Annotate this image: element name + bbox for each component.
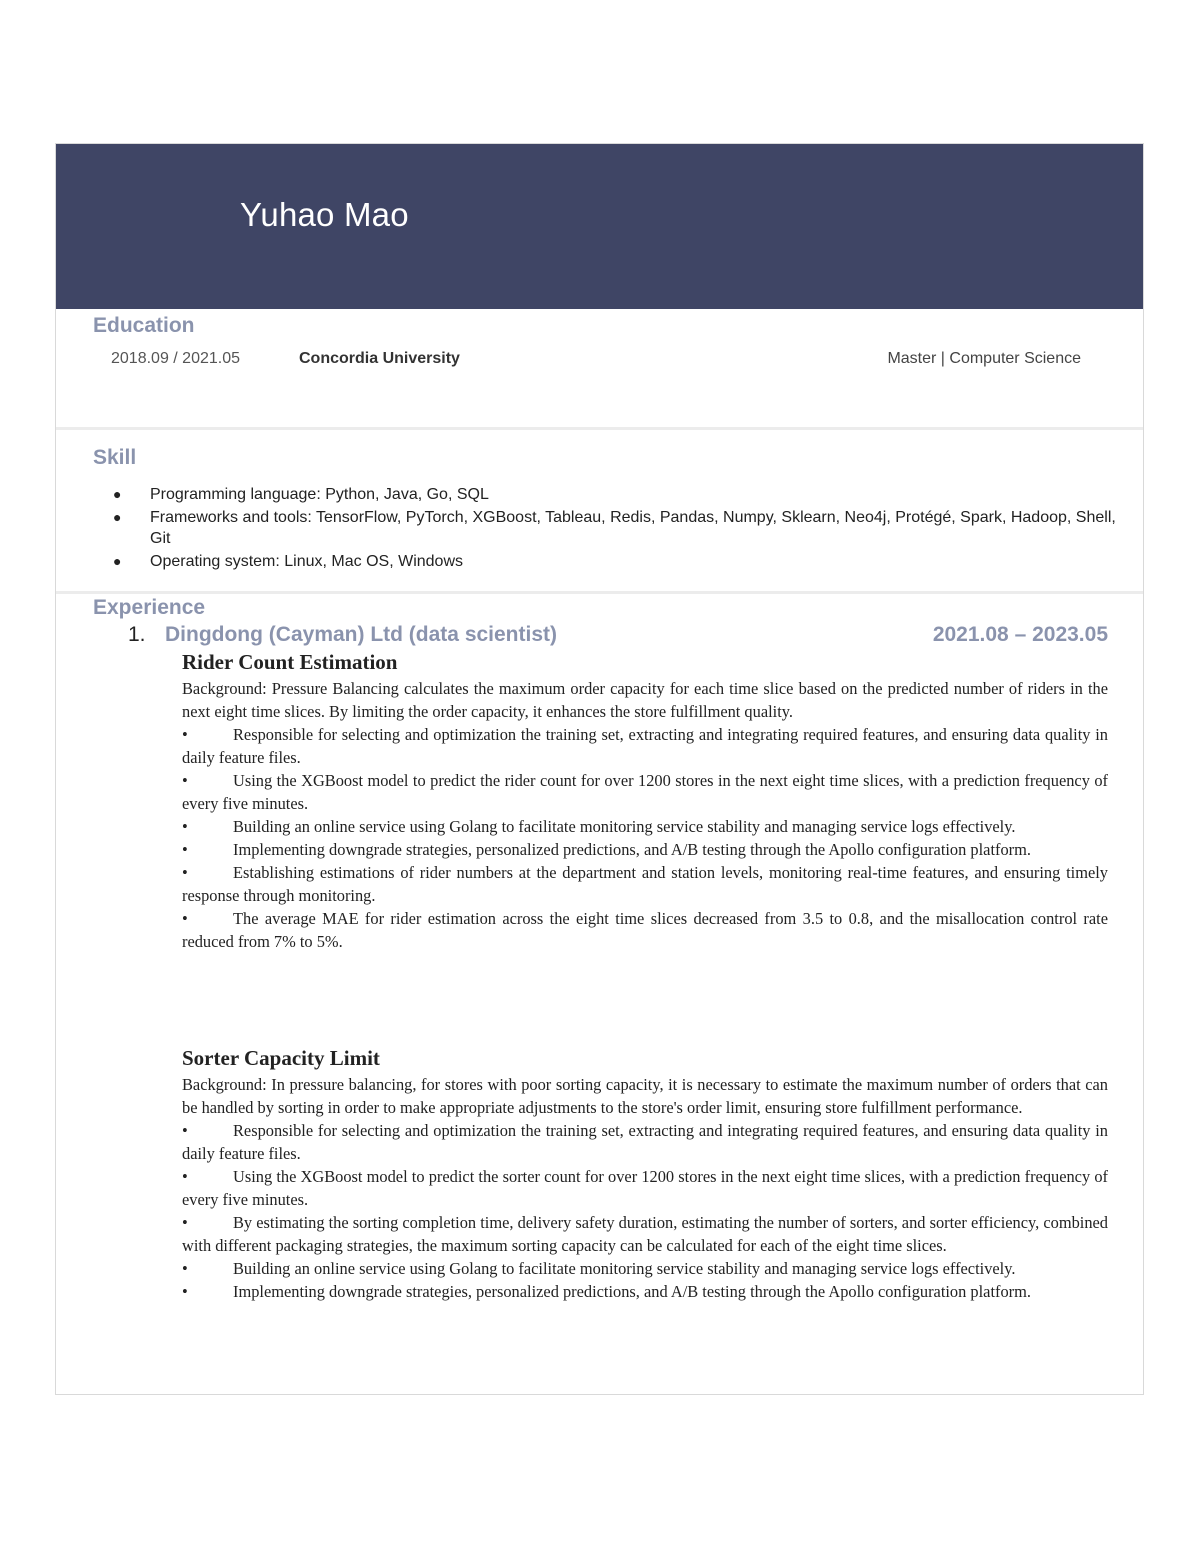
education-dates: 2018.09 / 2021.05 [111, 350, 241, 367]
bullet-icon: • [182, 771, 188, 790]
bullet-icon: • [182, 725, 188, 744]
experience-section-title: Experience [93, 596, 206, 619]
bullet-icon: ● [113, 486, 122, 502]
project-title: Rider Count Estimation [182, 650, 398, 674]
education-section-title: Education [93, 314, 195, 337]
bullet-icon: • [182, 909, 188, 928]
skill-list [113, 484, 1123, 574]
bullet-icon: • [182, 863, 188, 882]
project-background: Background: Pressure Balancing calculates the maximum order capacity for each time slice based on the predicted number of riders in the next eight time slices. By limiting the order capacity, it enhances the store fulfillment quality. [182, 679, 1108, 721]
list-item: • The average MAE for rider estimation across the eight time slices decreased from 3.5 to 0.8, and the misallocation control rate reduced from 7% to 5%. [182, 909, 1108, 951]
header-band [56, 144, 1143, 309]
list-item: • Using the XGBoost model to predict the rider count for over 1200 stores in the next eight time slices, with a prediction frequency of every five minutes. [182, 771, 1108, 813]
job-title: Dingdong (Cayman) Ltd (data scientist) [165, 623, 558, 646]
list-item: • Responsible for selecting and optimization the training set, extracting and integrating required features, and ensuring data quality in daily feature files. [182, 725, 1108, 767]
project-title: Sorter Capacity Limit [182, 1046, 380, 1070]
bullet-icon: • [182, 817, 188, 836]
project-background: Background: In pressure balancing, for stores with poor sorting capacity, it is necessary to estimate the maximum number of orders that can be handled by sorting in order to make appropriate adjustments to the store's order limit, ensuring store fulfillment performance. [182, 1075, 1108, 1117]
section-divider [56, 591, 1143, 594]
bullet-icon: • [182, 1213, 188, 1232]
bullet-icon: • [182, 1167, 188, 1186]
candidate-name: Yuhao Mao [240, 196, 409, 233]
bullet-icon: • [182, 1121, 188, 1140]
bullet-icon: • [182, 1259, 188, 1278]
skill-section-title: Skill [93, 446, 137, 469]
list-item: • Implementing downgrade strategies, personalized predictions, and A/B testing through the Apollo configuration platform. [182, 840, 1031, 859]
job-dates: 2021.08 – 2023.05 [932, 623, 1108, 646]
list-item: ● Operating system: Linux, Mac OS, Windows [113, 553, 463, 570]
list-item: • Establishing estimations of rider numbers at the department and station levels, monitoring real-time features, and ensuring timely response through monitoring. [182, 863, 1108, 905]
list-item: • Implementing downgrade strategies, personalized predictions, and A/B testing through the Apollo configuration platform. [182, 1282, 1031, 1301]
project-sorter-capacity [182, 1046, 1108, 1303]
project-rider-count [182, 650, 1108, 953]
list-item: • Responsible for selecting and optimization the training set, extracting and integrating required features, and ensuring data quality in daily feature files. [182, 1121, 1108, 1163]
bullet-icon: • [182, 840, 188, 859]
education-degree: Master | Computer Science [887, 350, 1081, 367]
education-school: Concordia University [299, 350, 460, 367]
list-item: • Building an online service using Golang to facilitate monitoring service stability and managing service logs effectively. [182, 817, 1016, 836]
section-divider [56, 427, 1143, 430]
list-item: ● Programming language: Python, Java, Go, SQL [113, 486, 489, 503]
list-item: • Using the XGBoost model to predict the sorter count for over 1200 stores in the next eight time slices, with a prediction frequency of every five minutes. [182, 1167, 1108, 1209]
bullet-icon: ● [113, 509, 122, 525]
bullet-icon: • [182, 1282, 188, 1301]
resume-page [55, 143, 1144, 1395]
bullet-icon: ● [113, 553, 122, 569]
list-item: ● Frameworks and tools: TensorFlow, PyTorch, XGBoost, Tableau, Redis, Pandas, Numpy, Sklearn, Neo4j, Protégé, Spark, Hadoop, Shell, Git [113, 509, 1116, 547]
list-item: • Building an online service using Golang to facilitate monitoring service stability and managing service logs effectively. [182, 1259, 1016, 1278]
list-item: • By estimating the sorting completion time, delivery safety duration, estimating the number of sorters, and sorter efficiency, combined with different packaging strategies, the maximum sorting capacity can be calculated for each of the eight time slices. [182, 1213, 1108, 1255]
job-number: 1. [128, 623, 146, 646]
